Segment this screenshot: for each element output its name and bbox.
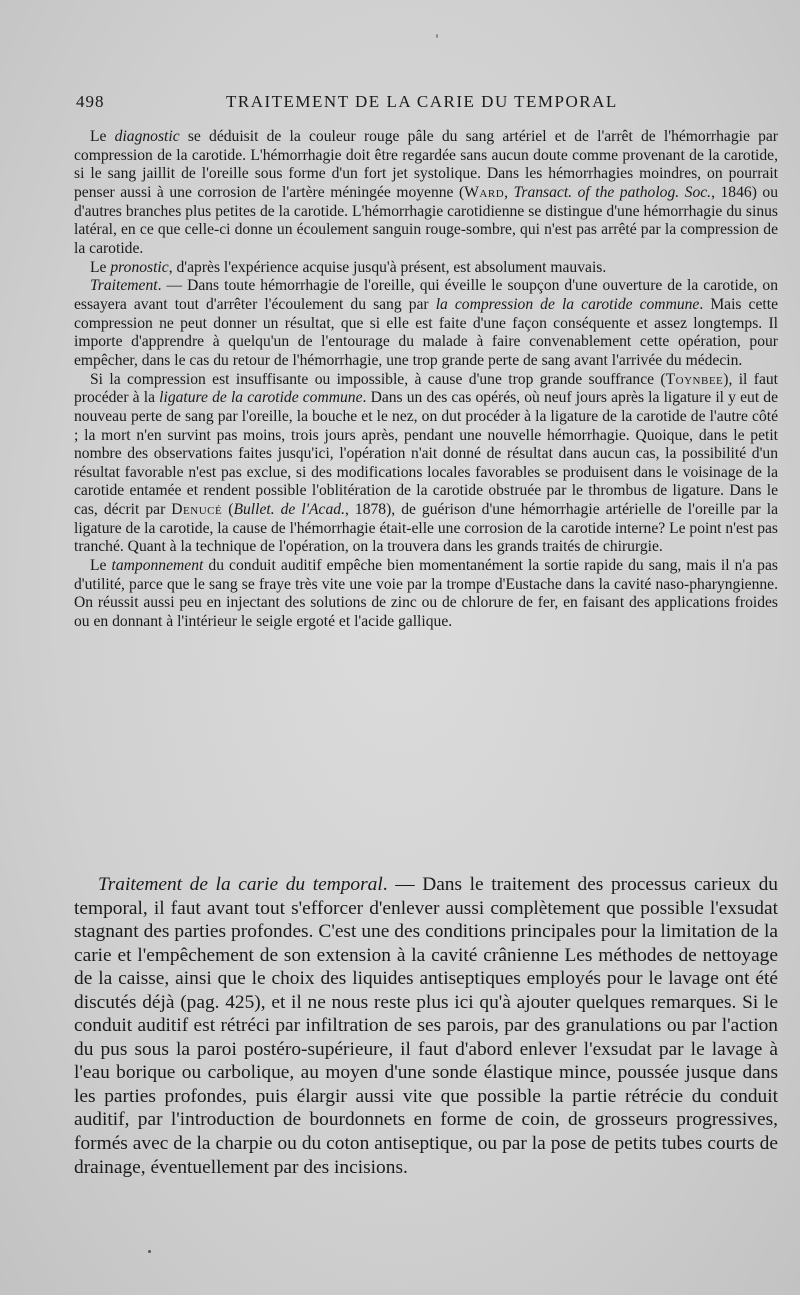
paragraph-ligature: [74, 371, 778, 558]
print-speck: [436, 34, 438, 38]
section-heading: Traitement de la carie du temporal: [98, 874, 383, 895]
text-run: (: [222, 501, 234, 519]
text-run: Le: [90, 128, 115, 145]
text-run: ,: [504, 183, 514, 201]
italic-term: tamponnement: [111, 557, 204, 575]
print-speck: [148, 1250, 151, 1253]
text-run: du conduit auditif empêche bien momentanément la sortie rapide du sang, mais il n'a pas d'utilité, parce que le sang se fraye très vite une voie par la trompe d'Eustache dans la cavité naso-pharyngienne. On réussit aussi peu en injectant des solutions de zinc ou de chlorure de fer, en faisant des applications froides ou en donnant à l'intérieur le seigle ergoté et l'acide gallique.: [74, 557, 778, 631]
text-run: . Mais cette compression ne peut donner un résultat, que si elle est faite d'une façon conséquente et assez longtemps. Il importe d'apprendre à quelqu'un de l'entourage du malade à faire convenablement cette opération, pour empêcher, dans le cas du retour de l'hémorrhagie, une trop grande perte de sang avant l'arrivée du médecin.: [74, 295, 778, 369]
paragraph-tamponnement: [74, 557, 778, 632]
text-run: Si la compression est insuffisante ou impossible, à cause d'une trop grande souffrance (: [90, 370, 666, 388]
text-run: . — Dans le traitement des processus carieux du temporal, il faut avant tout s'efforcer d'enlever aussi complètement que possible l'exsudat stagnant des parties profondes. C'est une des conditions principales pour la limitation de la carie et l'empêchement de son extension à la cavité crânienne Les méthodes de nettoyage de la caisse, ainsi que le choix des liquides antiseptiques employés pour le lavage ont été discutés déjà (pag. 425), et il ne nous reste plus ici qu'à ajouter quelques remarques. Si le conduit auditif est rétréci par infiltration de ses parois, par des granulations ou par l'action du pus sous la paroi postéro-supérieure, il faut d'abord enlever l'exsudat par le lavage à l'eau borique ou carbolique, au moyen d'une sonde élastique mince, poussée jusque dans les parties profondes, puis élargir aussi vite que possible la partie rétrécie du conduit auditif, par l'introduction de bourdonnets en forme de coin, de grosseurs progressives, formés avec de la charpie ou du coton antiseptique, ou par la pose de petits tubes courts de drainage, éventuellement par des incisions.: [74, 874, 779, 1178]
text-run: se déduisit de la couleur rouge pâle du sang artériel et de l'arrêt de l'hémorrhagie par compression de la carotide. L'hémorrhagie doit être regardée sans aucun doute comme provenant de la carotide, si le sang jaillit de l'oreille sous forme d'un fort jet systolique. Dans les hémorrhagies moindres, on pourrait penser aussi à une corrosion de l'artère méningée moyenne (: [74, 128, 778, 201]
italic-term: pronostic: [110, 258, 169, 276]
text-run: ), il faut procéder à la: [74, 370, 778, 407]
paragraph-diagnostic: [74, 128, 778, 259]
running-title: TRAITEMENT DE LA CARIE DU TEMPORAL: [226, 92, 618, 111]
italic-term: diagnostic: [114, 128, 180, 145]
author-name: Ward: [464, 183, 505, 201]
text-run: , 1846) ou d'autres branches plus petites de la carotide. L'hémorrhagie carotidienne se distingue d'une hémorrhagie du sinus latéral, en ce que celle-ci donne un écoulement sanguin rouge-sombre, qui n'est pas arrêté par la compression de la carotide.: [74, 183, 779, 257]
page-number: 498: [76, 92, 105, 111]
italic-term: Traitement: [90, 277, 158, 295]
paragraph-traitement: [74, 277, 778, 370]
main-text-section: [74, 873, 778, 1179]
paragraph-pronostic: [74, 259, 778, 278]
text-run: Le: [90, 258, 111, 276]
text-run: , d'après l'expérience acquise jusqu'à présent, est absolument mauvais.: [168, 258, 607, 276]
author-name: Denucé: [171, 501, 223, 519]
text-run: , 1878), de guérison d'une hémorrhagie artérielle de l'oreille par la ligature de la carotide, la cause de l'hémorrhagie était-elle une corrosion de la carotide interne? Le point n'est pas tranché. Quant à la technique de l'opération, on la trouvera dans les grands traités de chirurgie.: [74, 501, 778, 556]
italic-phrase: la compression de la carotide commune: [435, 295, 700, 313]
text-run: . Dans un des cas opérés, où neuf jours après la ligature il y eut de nouveau perte de sang par l'oreille, la bouche et le nez, on dut procéder à la ligature de la carotide de l'autre côté ; la mort n'en survint pas moins, trois jours après, pendant une nouvelle hémorrhagie. Quoique, dans le petit nombre des observations faites jusqu'ici, l'opération n'ait donné de résultat dans aucun cas, la possibilité d'un résultat favorable n'est pas exclue, si des modifications locales favorables se produisent dans le voisinage de la carotide entamée et rendent possible l'oblitération de la carotide obstruée par le thrombus de ligature. Dans le cas, décrit par: [74, 389, 779, 519]
small-print-section: [74, 128, 778, 632]
journal-reference: Bullet. de l'Acad.: [233, 501, 345, 519]
italic-phrase: ligature de la carotide commune: [159, 389, 363, 407]
journal-reference: Transact. of the patholog. Soc.: [513, 183, 712, 201]
text-run: . — Dans toute hémorrhagie de l'oreille, qui éveille le soupçon d'une ouverture de la carotide, on essayera avant tout d'arrêter l'écoulement du sang par: [74, 277, 778, 313]
text-run: Le: [90, 557, 112, 575]
author-name: Toynbee: [665, 370, 724, 388]
running-header: [76, 92, 740, 116]
paragraph-traitement-carie: [74, 873, 778, 1179]
